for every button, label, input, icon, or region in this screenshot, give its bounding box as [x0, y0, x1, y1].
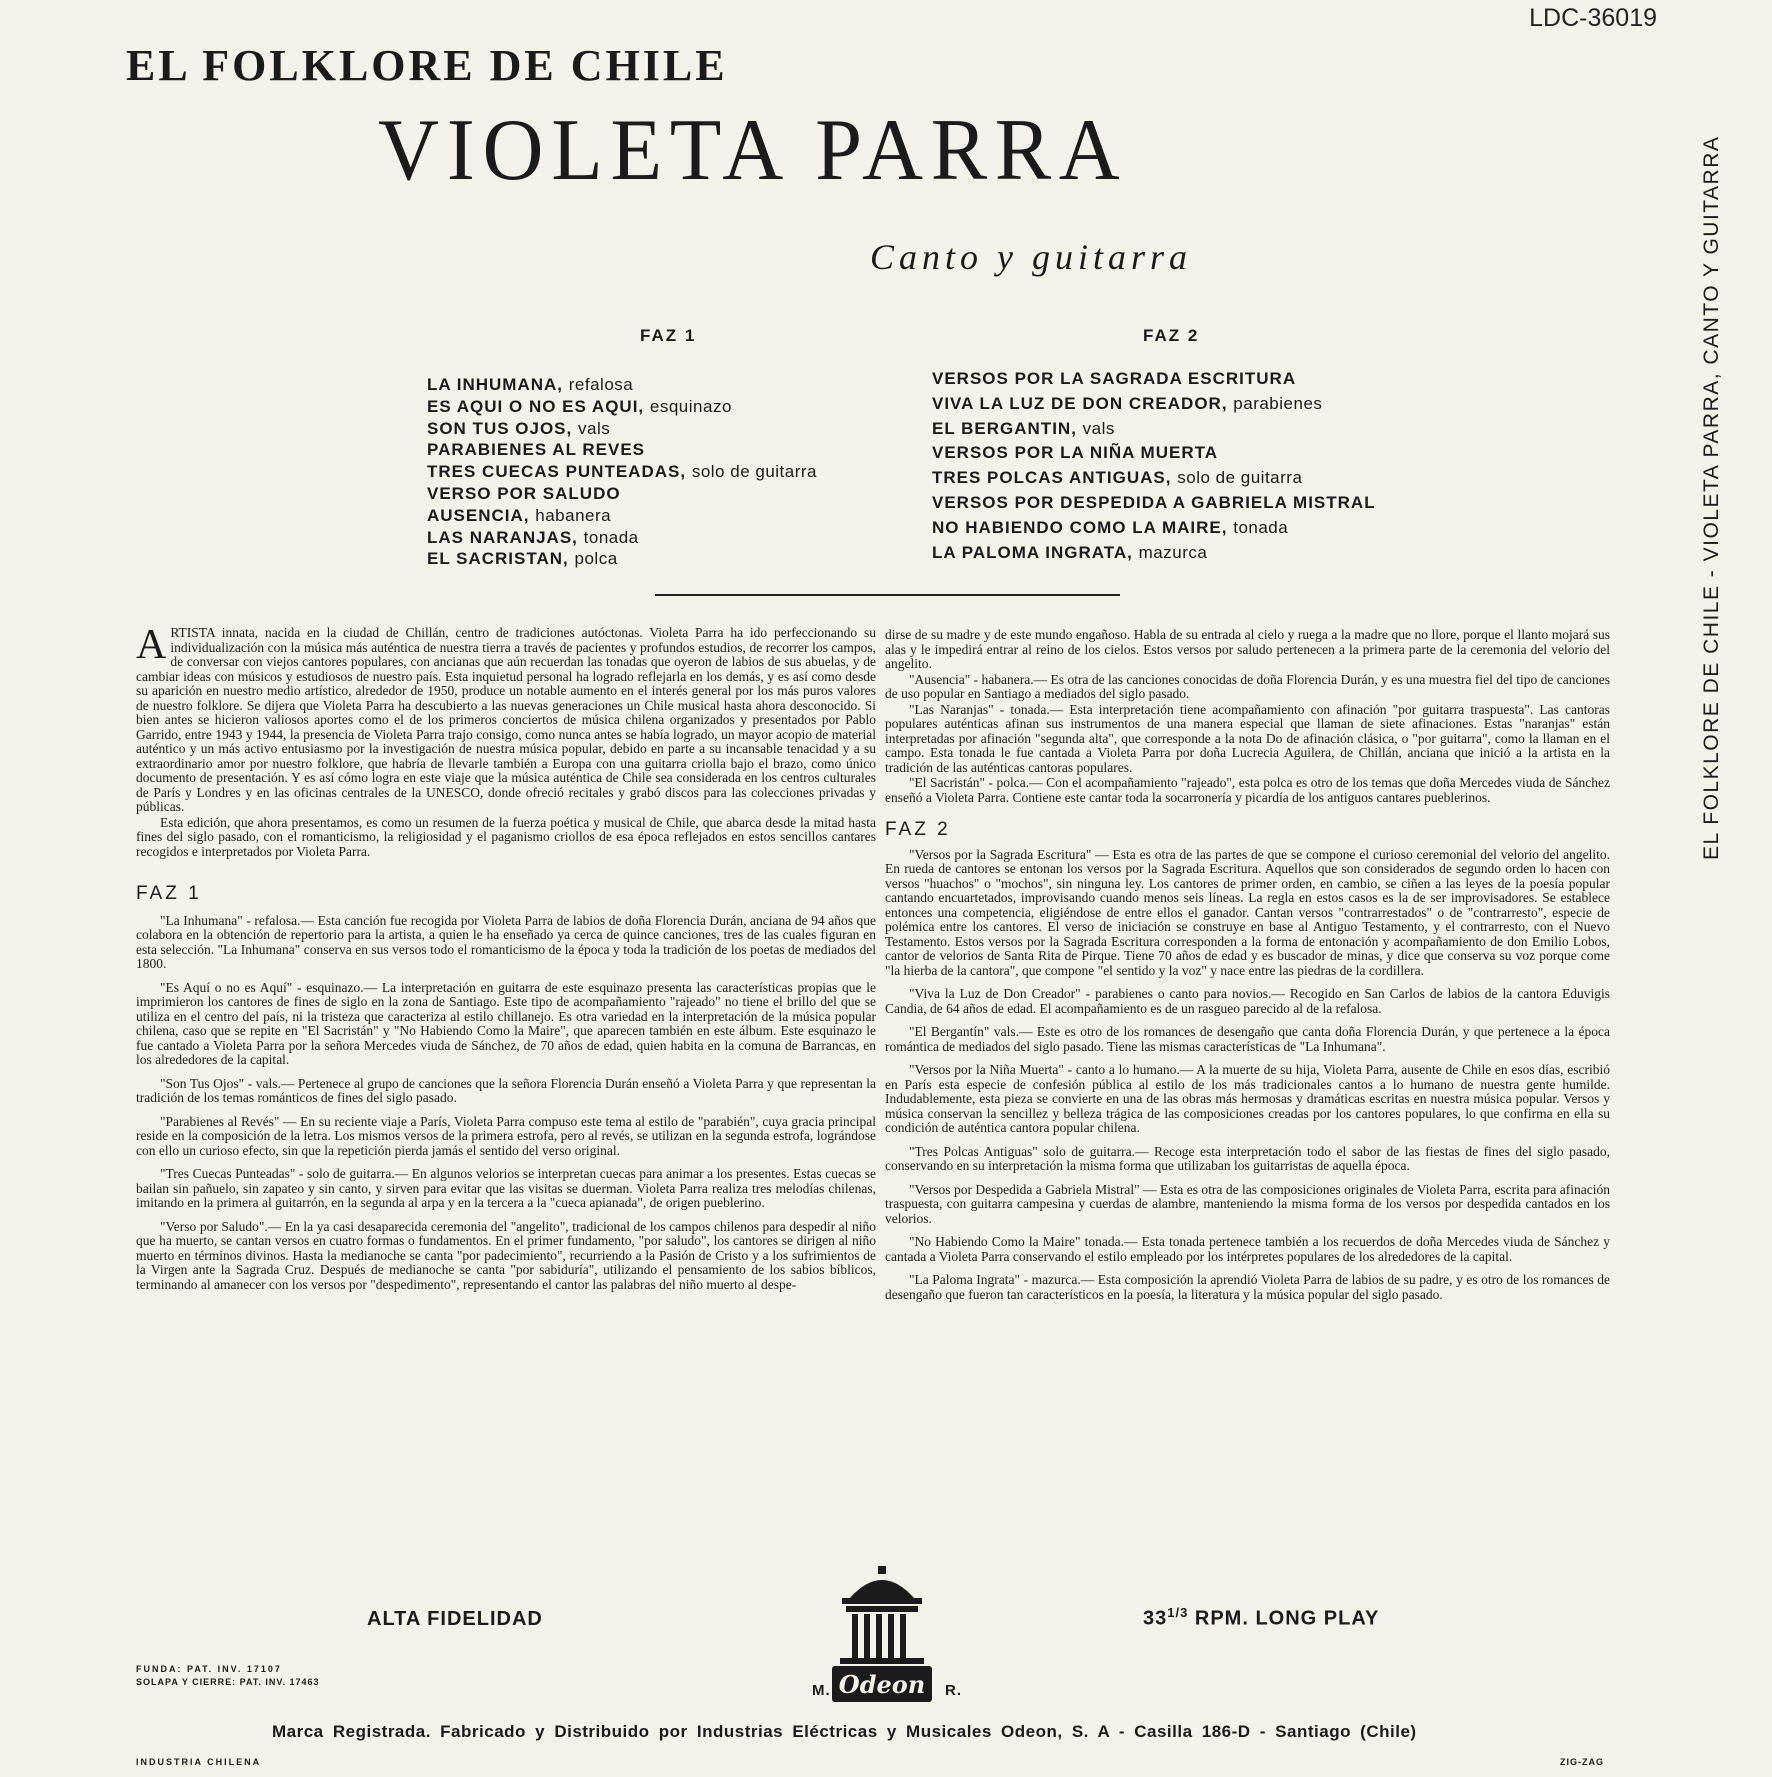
dropcap: A: [136, 622, 167, 668]
intro-paragraph: Esta edición, que ahora presentamos, es como un resumen de la fuerza poética y musical de Chile, que abarca desde la mitad hasta fines del siglo pasado, con el romanticismo, la religiosidad y el paganismo criollos de esa época reflejados en estos sencillos cantares recogidos e interpretados por Violeta Parra.: [136, 814, 876, 859]
song-note: "No Habiendo Como la Maire" tonada.— Esta tonada pertenece también a los recuerdos de doña Mercedes viuda de Sánchez y cantada a Violeta Parra conservando el estilo empleado por los intérpretes populares de los alrededores de la capital.: [885, 1234, 1610, 1264]
patent-solapa: SOLAPA Y CIERRE: PAT. INV. 17463: [136, 1677, 320, 1687]
album-subtitle: Canto y guitarra: [870, 237, 1193, 277]
track-item: LA PALOMA INGRATA, mazurca: [932, 542, 1208, 562]
spine-text: EL FOLKLORE DE CHILE - VIOLETA PARRA, CANTO Y GUITARRA: [1700, 135, 1723, 860]
side1-heading: FAZ 1: [640, 326, 697, 345]
song-note: "La Paloma Ingrata" - mazurca.— Esta composición la aprendió Violeta Parra de labios de su padre, y es otro de los romances de desengaño que fueron tan característicos en la poesía, la literatura y la música popular del siglo pasado.: [885, 1272, 1610, 1302]
odeon-wordmark: Odeon: [838, 1670, 926, 1699]
song-note: "La Inhumana" - refalosa.— Esta canción fue recogida por Violeta Parra de labios de doña Florencia Durán, anciana de 94 años que colabora en la obtención de repertorio para la artista, a quien le ha enseñado ya cerca de quince canciones, tres de las cuales figuran en esta selección. "La Inhumana" conserva en sus versos todo el romanticismo de la época y toda la tradición de los poetas de mediados del 1800.: [136, 912, 876, 971]
song-note: "Versos por Despedida a Gabriela Mistral" — Esta es otra de las composiciones originales de Violeta Parra, escrita para afinación traspuesta, con guitarra campesina y cuerdas de alambre, manteniendo la misma forma de los versos por despedida cantados en los velorios.: [885, 1181, 1610, 1226]
logo-r: R.: [945, 1682, 962, 1699]
printer-mark: ZIG-ZAG: [1560, 1757, 1604, 1767]
song-note: "Ausencia" - habanera.— Es otra de las canciones conocidas de doña Florencia Durán, y es una muestra fiel del tipo de canciones de uso popular en Santiago a mediados del siglo pasado.: [885, 671, 1610, 701]
liner-notes-left: [136, 622, 876, 1292]
song-note: "Tres Cuecas Punteadas" - solo de guitarra.— En algunos velorios se interpretan cuecas para animar a los presentes. Estas cuecas se bailan sin pañuelo, sin zapateo y sin canto, y sirven para evitar que las visitas se duerman. Violeta Parra realiza tres melodías chilenas, imitando en la primera al guitarrón, en la segunda al arpa y en la tercera a la "cueca apianada", de origen pueblerino.: [136, 1166, 876, 1210]
track-item: EL BERGANTIN, vals: [932, 418, 1115, 438]
side2-tracklist: [932, 367, 1492, 565]
track-item: LA INHUMANA, refalosa: [427, 375, 634, 394]
track-item: TRES POLCAS ANTIGUAS, solo de guitarra: [932, 468, 1303, 488]
artist-name: VIOLETA PARRA: [378, 102, 1128, 199]
song-note: "Tres Polcas Antiguas" solo de guitarra.— Recoge esta interpretación todo el sabor de las fiestas de fines del siglo pasado, conservando en su interpretación la misma forma que utilizaban los guitarristas de aquella época.: [885, 1143, 1610, 1173]
track-item: LAS NARANJAS, tonada: [427, 527, 639, 547]
track-item: VERSO POR SALUDO: [427, 483, 621, 503]
track-item: AUSENCIA, habanera: [427, 505, 612, 525]
track-item: SON TUS OJOS, vals: [427, 418, 611, 438]
track-item: VERSOS POR LA SAGRADA ESCRITURA: [932, 369, 1297, 388]
song-note: dirse de su madre y de este mundo engañoso. Habla de su entrada al cielo y ruega a la madre que no llore, porque el llanto mojará sus alas y le impedirá entrar al reino de los cielos. Estos versos por saludo pertenecen a la primera parte de la ceremonia del velorio del angelito.: [885, 627, 1610, 671]
patent-funda: FUNDA: PAT. INV. 17107: [136, 1664, 282, 1674]
manufacturer-line: Marca Registrada. Fabricado y Distribuido por Industrias Eléctricas y Musicales Odeon, S. A - Casilla 186-D - Santiago (Chile): [272, 1722, 1417, 1741]
song-note: "Las Naranjas" - tonada.— Esta interpretación tiene acompañamiento con afinación "por guitarra traspuesta". Las cantoras populares auténticas afinan sus instrumentos de una manera especial que llaman de siete afinaciones. Estas "naranjas" están interpretadas por afinación "segunda alta", que corresponde a la nota Do de afinación clásica, o "por guitarra", como la llaman en el campo. Esta tonada le fue cantada a Violeta Parra por doña Lucrecia Aguilera, de Chillán, anciana que inició a la artista en la tradición de las auténticas cantoras populares.: [885, 701, 1610, 775]
song-note: "Viva la Luz de Don Creador" - parabienes o canto para novios.— Recogido en San Carlos de labios de la cantora Eduvigis Candia, de 64 años de edad. El acompañamiento es de un rasgueo parecido al de la refalosa.: [885, 986, 1610, 1016]
catalog-number: LDC-36019: [1529, 4, 1657, 32]
track-item: TRES CUECAS PUNTEADAS, solo de guitarra: [427, 462, 818, 482]
track-item: ES AQUI O NO ES AQUI, esquinazo: [427, 396, 732, 416]
industria-chilena: INDUSTRIA CHILENA: [136, 1757, 262, 1767]
song-note: "Verso por Saludo".— En la ya casi desaparecida ceremonia del "angelito", tradicional de los campos chilenos para despedir al niño que ha muerto, se cantan versos en cuatro formas o fundamentos. En el primer fundamento, "por saludo", los cantores se dirigen al niño muerto en términos divinos. Hasta la medianoche se canta "por padecimiento", recurriendo a la Pasión de Cristo y a los sufrimientos de la Virgen ante la Sagrada Cruz. Después de medianoche se canta "por sabiduría", utilizando el pensamiento de los sabios bíblicos, terminando al amanecer con los versos por "despedimento", representando el cantor las palabras del niño muerto al despe-: [136, 1218, 876, 1292]
track-item: VERSOS POR LA NIÑA MUERTA: [932, 443, 1218, 463]
alta-fidelidad-label: ALTA FIDELIDAD: [367, 1608, 543, 1630]
logo-m: M.: [812, 1682, 831, 1699]
song-note: "Es Aquí o no es Aquí" - esquinazo.— La interpretación en guitarra de este esquinazo presenta las características propias que le imprimieron los cantores de fines de siglo en la zona de Santiago. Este tipo de acompañamiento "rajeado" no tiene el brillo del que se utiliza en el centro del país, ni la tristeza que caracteriza al estilo chillanejo. Es otra variedad en la interpretación de la música popular chilena, caso que se repite en "El Sacristán" y "No Habiendo Como la Maire", que aparecen también en este álbum. Este esquinazo le fue cantado a Violeta Parra por la señora Mercedes viuda de Sánchez, de 70 años de edad, quien habita en la comuna de Barrancas, en los alrededores de la capital.: [136, 979, 876, 1067]
track-item: VIVA LA LUZ DE DON CREADOR, parabienes: [932, 393, 1323, 413]
track-item: EL SACRISTAN, polca: [427, 549, 618, 569]
song-note: "Versos por la Niña Muerta" - canto a lo humano.— A la muerte de su hija, Violeta Parra, ausente de Chile en esos días, escribió en París esta especie de confesión pública al estilo de los más tradicionales cantos a lo humano de nuestra gente humilde. Indudablemente, esta pieza se convierte en una de las obras más hermosas y dramáticas escritas en nuestra música popular. Versos y música conservan la sencillez y belleza trágica de las composiciones creadas por los cantores populares, lo que confirma en ella su condición de auténtica cantora popular chilena.: [885, 1062, 1610, 1135]
rpm-label: $33^{1/3}$ RPM. LONG PLAY: [1143, 1605, 1380, 1630]
intro-paragraph: ARTISTA innata, nacida en la ciudad de Chillán, centro de tradiciones autóctonas. Violeta Parra ha ido perfeccionando su individualización con la música más auténtica de nuestra tierra a través de pacientes y profundos estudios, de recorrer los campos, de conversar con viejos cantores populares, con ancianas que aún recuerdan las tonadas que oyeron de labios de sus abuelas, y de cambiar ideas con músicos y estudiosos de nuestro país. Esta inquietud personal ha logrado reflejarla en los demás, y es así como desde su aparición en nuestro medio artístico, alrededor de 1950, produce un notable aumento en el interés general por los más puros valores de nuestro folklore. Se dijera que Violeta Parra ha descubierto a las nuevas generaciones un Chile musical hasta ahora desconocido. Si bien antes se hicieron valiosos aportes como el de los primeros conciertos de música chilena organizados y presentados por Pablo Garrido, entre 1943 y 1944, la presencia de Violeta Parra trajo consigo, como nunca antes se había logrado, un mayor acopio de material auténtico y un más activo entusiasmo por la investigación de nuestra música popular, debido en parte a su incansable tenacidad y a su extraordinario amor por nuestro folklore, que habría de llevarle también a Europa con una guitarra criolla bajo el brazo, como único documento de presentación. Y es así cómo logra en este viaje que la música auténtica de Chile sea considerada en los centros culturales de París y Londres y en las oficinas centrales de la UNESCO, donde ofreció recitales y grabó discos para las colecciones privadas y públicas.: [136, 622, 876, 814]
track-item: PARABIENES AL REVES: [427, 440, 646, 460]
song-note: "Parabienes al Revés" — En su reciente viaje a París, Violeta Parra compuso este tema al estilo de "parabién", cuya gracia principal reside en la composición de la letra. Los mismos versos de la primera estrofa, pero al revés, se utilizan en la segunda estrofa, lográndose con ello un curioso efecto, sin que la repetición pierda jamás el sentido del verso original.: [136, 1113, 876, 1158]
series-title: EL FOLKLORE DE CHILE: [126, 41, 728, 90]
song-note: "Son Tus Ojos" - vals.— Pertenece al grupo de canciones que la señora Florencia Durán enseñó a Violeta Parra y que representan la tradición de los temas románticos de fines del siglo pasado.: [136, 1075, 876, 1105]
song-note: "El Sacristán" - polca.— Con el acompañamiento "rajeado", esta polca es otro de los temas que doña Mercedes viuda de Sánchez enseñó a Violeta Parra. Contiene este cantar toda la socarronería y picardía de los antiguos cantares pueblerinos.: [885, 775, 1610, 805]
liner-notes-right: [885, 628, 1610, 1302]
track-item: NO HABIENDO COMO LA MAIRE, tonada: [932, 517, 1289, 537]
notes-faz1-heading: FAZ 1: [136, 883, 202, 904]
divider-rule: [655, 594, 1120, 596]
track-item: VERSOS POR DESPEDIDA A GABRIELA MISTRAL: [932, 492, 1376, 512]
odeon-logo: [812, 1562, 952, 1706]
side2-heading: FAZ 2: [1143, 326, 1200, 345]
song-note: "Versos por la Sagrada Escritura" — Esta es otra de las partes de que se compone el curioso ceremonial del velorio del angelito. En rueda de cantores se entonan los versos por la Sagrada Escritura. Aquellos que son considerados de segundo orden lo hacen con versos "huachos" o "mochos", sin ninguna ley. Los cantores de primer orden, en cambio, se ciñen a las leyes de la poesía popular cantando encuartetados, improvisando cuando menos seis líneas. La regla en estos casos es la de ser improvisadores. Se establece entonces una competencia, eligiéndose de entre ellos el ganador. Cantan versos "contrarrestados" o de "contrarresto", especie de polémica entre los cantores. El verso de iniciación se construye en base al Antiguo Testamento, y el contrarresto, con el Nuevo Testamento. Estos versos por la Sagrada Escritura corresponden a la forma de entonación y acompañamiento de don Emilio Lobos, cantor de velorios de Santa Rita de Pirque. Tiene 70 años de edad y es buscador de minas, y dice que conserva su voz porque come "la hierba de la cantora", que compone "el sentido y la voz" y nace entre las piedras de la cordillera.: [885, 846, 1610, 978]
song-note: "El Bergantín" vals.— Este es otro de los romances de desengaño que canta doña Florencia Durán, y que pertenece a la época romántica de mediados del siglo pasado. Tiene las mismas características de "La Inhumana".: [885, 1024, 1610, 1054]
notes-faz2-heading: FAZ 2: [885, 819, 951, 840]
side1-tracklist: [427, 374, 847, 570]
